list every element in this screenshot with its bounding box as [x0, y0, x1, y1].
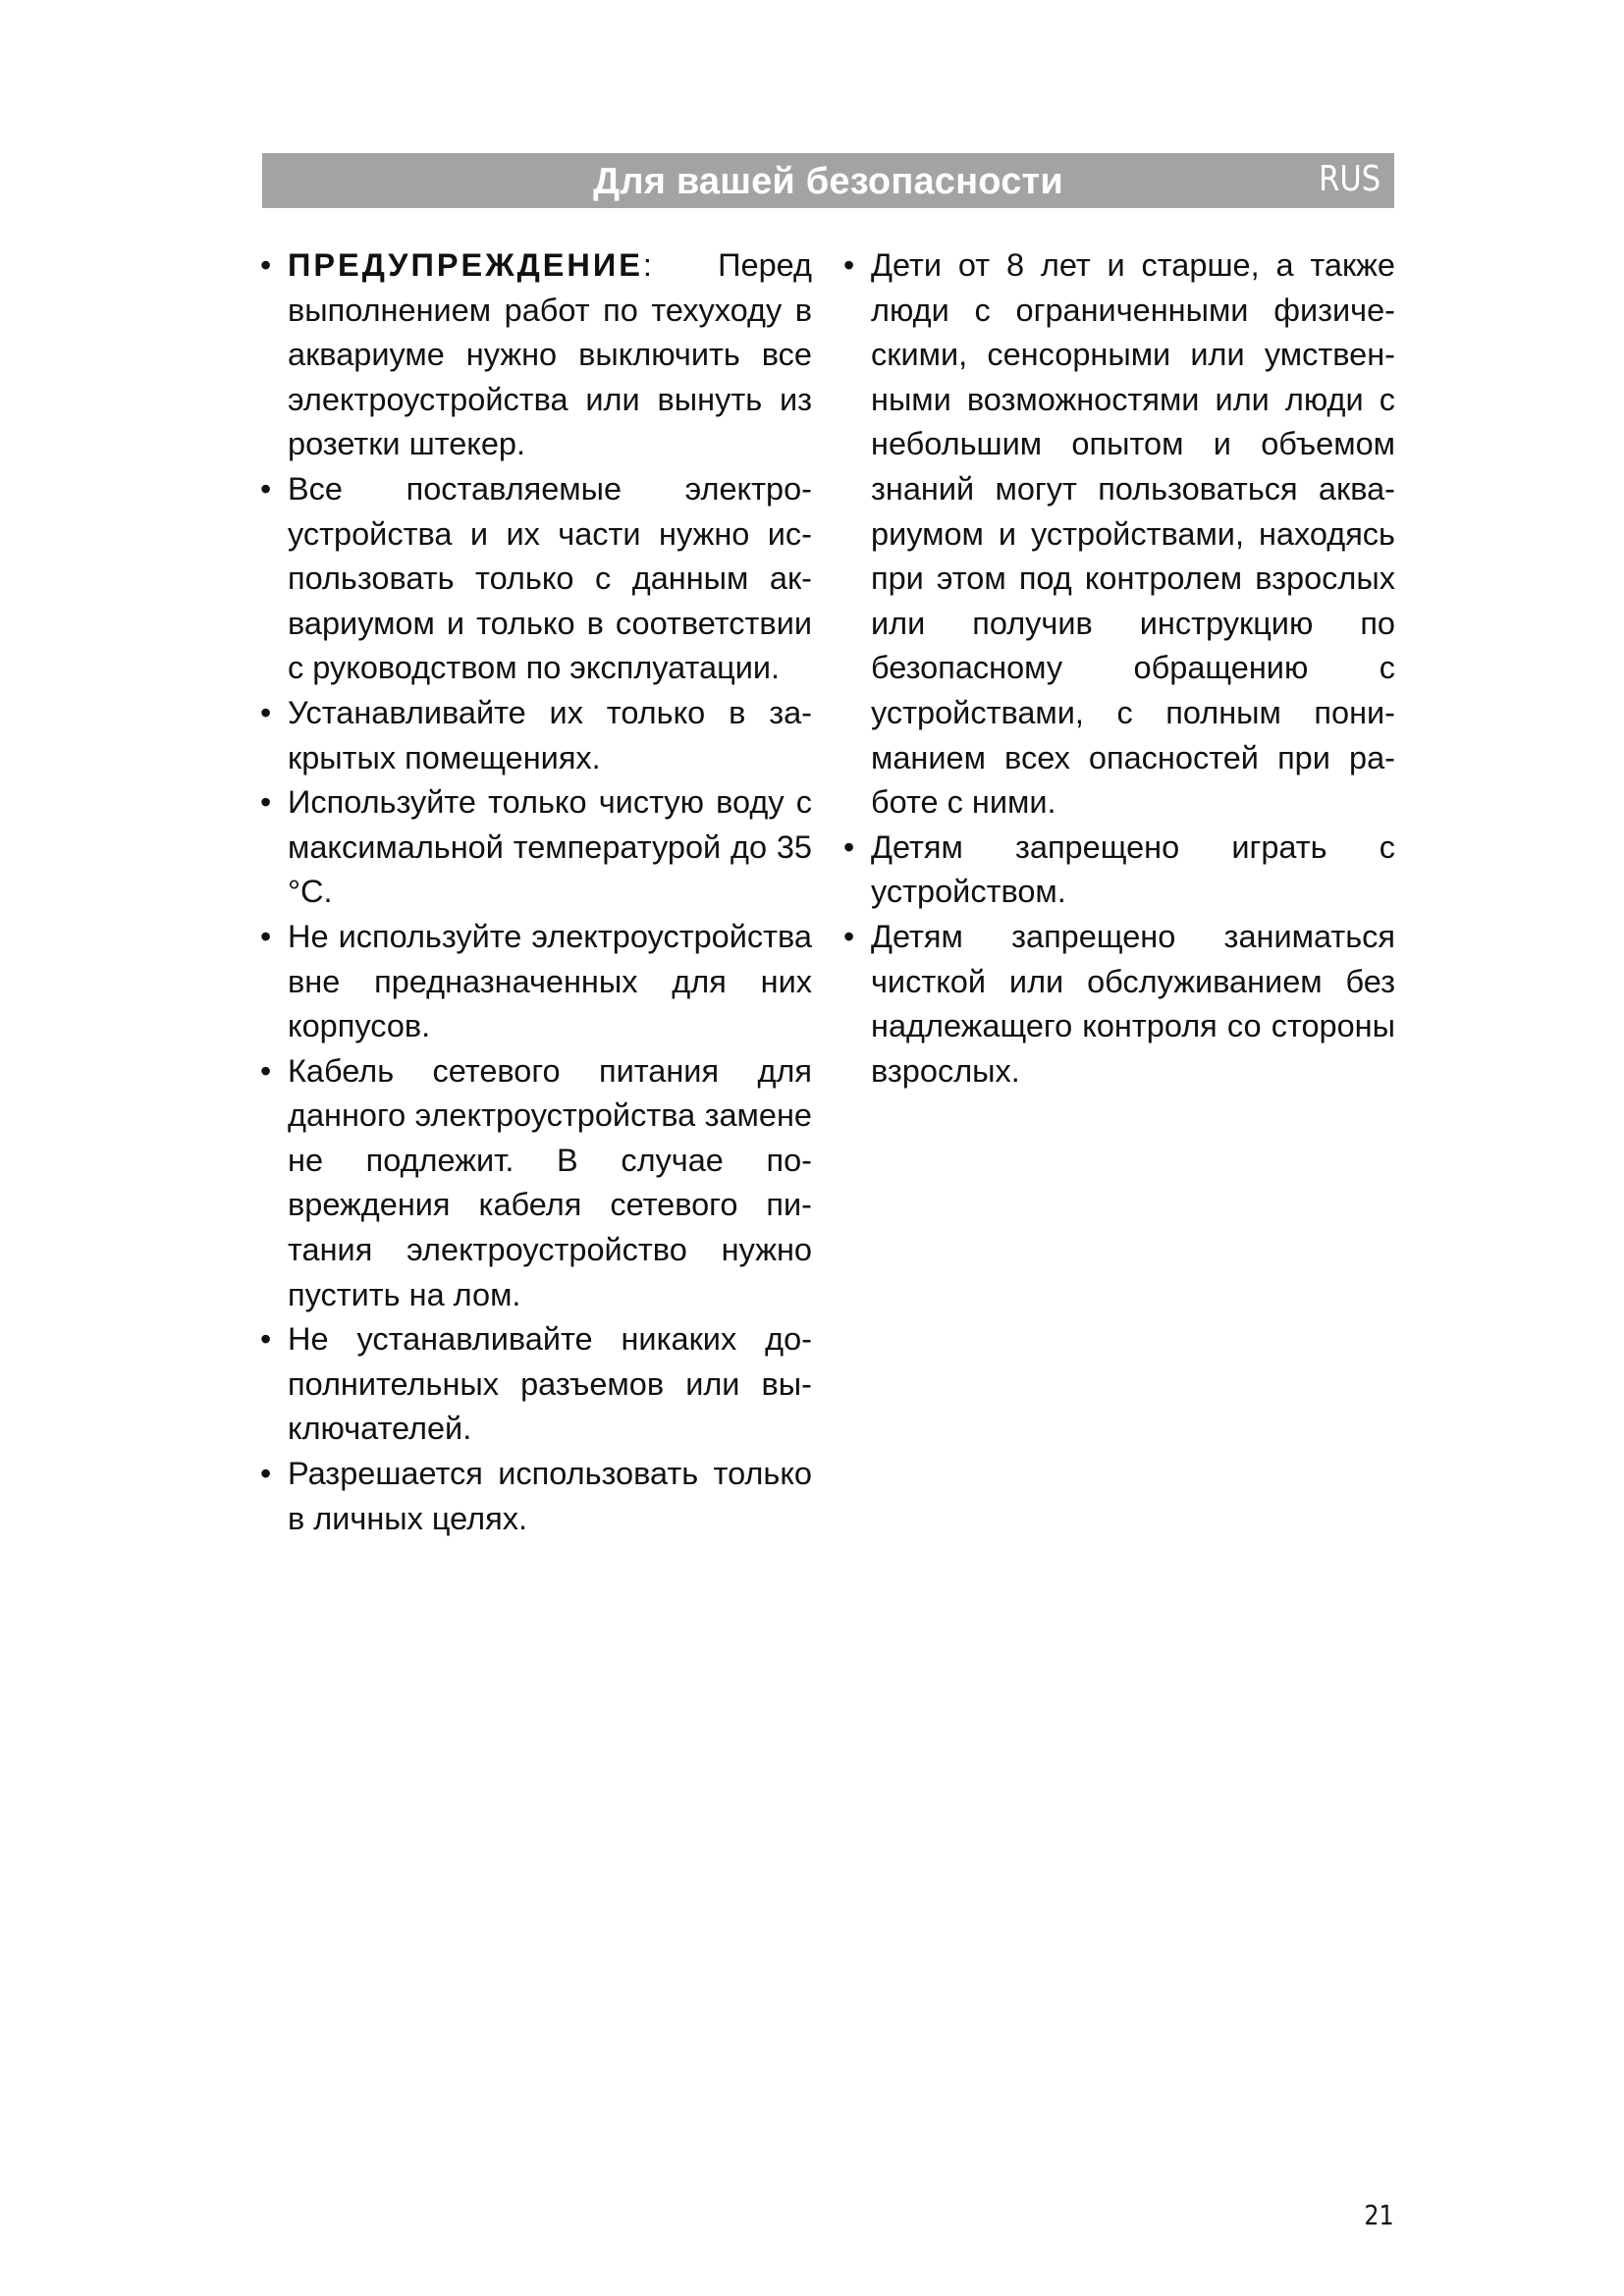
left-column-list — [260, 243, 812, 1541]
list-item: • Не используйте электроустройства вне предназначенных для них корпусов. — [260, 915, 812, 1049]
list-item: • Устанавливайте их только в закрытых помещениях. — [260, 691, 812, 780]
list-item: • Кабель сетевого питания для данного электроустройства замене не подлежит. В случае повреждения кабеля сетевого питания электроустройство нужно пустить на лом. — [260, 1049, 812, 1318]
list-item: • Используйте только чистую воду с максимальной температурой до 35 °C. — [260, 780, 812, 915]
list-item: • Все поставляемые электроустройства и их части нужно использовать только с данным аквариумом и только в соответствии с руководством по эксплуатации. — [260, 467, 812, 691]
list-item: • Детям запрещено заниматься чисткой или обслуживанием без надлежащего контроля со стороны взрослых. — [843, 915, 1395, 1094]
list-item: • Не устанавливайте никаких дополнительных разъемов или выключателей. — [260, 1317, 812, 1452]
list-item: • Детям запрещено играть с устройством. — [843, 826, 1395, 915]
list-item: • Разрешается использовать только в личных целях. — [260, 1452, 812, 1541]
page-number: 21 — [1364, 2199, 1394, 2231]
list-item: • Дети от 8 лет и старше, а также люди с ограниченными физическими, сенсорными или умственными возможностями или люди с небольшим опытом и объемом знаний могут пользоваться аквариумом и устройствами, находясь при этом под контролем взрослых или получив инструкцию по безопасному обращению с устройствами, с полным пониманием всех опасностей при работе с ними. — [843, 243, 1395, 826]
language-code: RUS — [1318, 159, 1380, 199]
warning-text: : Перед выполнением работ по техуходу в аквариуме нужно выключить все электроустройства или вынуть из розетки штекер. — [288, 247, 812, 462]
list-item — [260, 243, 812, 467]
warning-label: ПРЕДУПРЕЖДЕНИЕ — [288, 247, 643, 283]
right-column-list — [843, 243, 1395, 1094]
section-title: Для вашей безопасности — [593, 161, 1063, 202]
section-header-bar — [262, 153, 1394, 208]
